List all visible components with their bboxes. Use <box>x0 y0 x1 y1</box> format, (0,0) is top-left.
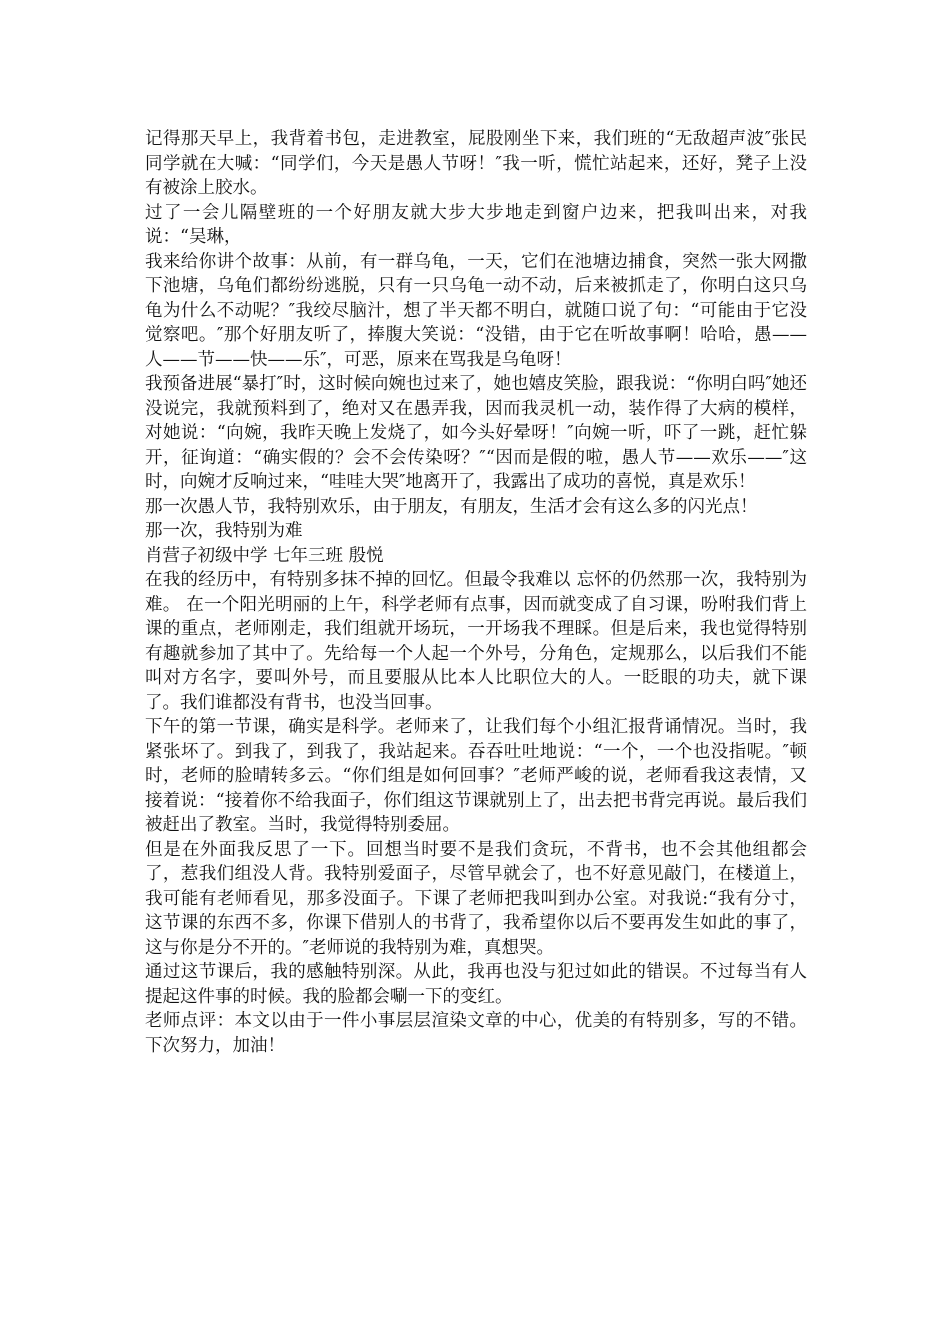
paragraph-reflection: 但是在外面我反思了一下。回想当时要不是我们贪玩，不背书，也不会其他组都会了，惹我们组没人背。我特别爱面子，尽管早就会了，也不好意见敲门，在楼道上，我可能有老师看见，那多没面子。下课了老师把我叫到办公室。对我说:“我有分寸，这节课的东西不多，你课下借别人的书背了，我希望你以后不要再发生如此的事了，这与你是分不开的。″老师说的我特别为难，真想哭。 <box>145 839 807 958</box>
essay-author-line: 肖营子初级中学 七年三班 殷悦 <box>145 545 384 566</box>
document-body <box>145 127 807 1058</box>
paragraph-xiangwan-prank: 我预备进展“暴打″时，这时候向婉也过来了，她也嬉皮笑脸，跟我说：“你明白吗″她还没说完，我就预料到了，绝对又在愚弄我，因而我灵机一动，装作得了大病的模样，对她说：“向婉，我昨天晚上发烧了，如今头好晕呀！″向婉一听，吓了一跳，赶忙躲开，征询道：“确实假的？会不会传染呀？″“因而是假的啦，愚人节——欢乐——″这时，向婉才反响过来，“哇哇大哭″地离开了，我露出了成功的喜悦，真是欢乐！ <box>145 374 807 492</box>
paragraph-self-study-class: 在我的经历中，有特别多抹不掉的回忆。但最令我难以 忘怀的仍然那一次，我特别为难。 在一个阳光明丽的上午，科学老师有点事，因而就变成了自习课，吩咐我们背上课的重点，老师刚走，我们组就开场玩，一开场我不理睬。但是后来，我也觉得特别有趣就参加了其中了。先给每一个人起一个外号，分角色，定规那么，以后我们不能叫对方名字，要叫外号，而且要服从比本人比职位大的人。一眨眼的功夫，就下课了。我们谁都没有背书，也没当回事。 <box>145 570 807 713</box>
paragraph-friend-at-window: 过了一会儿隔壁班的一个好朋友就大步大步地走到窗户边来，把我叫出来，对我说：“吴琳， <box>145 202 807 247</box>
paragraph-teacher-comment: 老师点评：本文以由于一件小事层层渲染文章的中心，优美的有特别多，写的不错。下次努力，加油！ <box>145 1011 807 1056</box>
paragraph-happy-conclusion: 那一次愚人节，我特别欢乐，由于朋友，有朋友，生活才会有这么多的闪光点！ <box>145 496 758 517</box>
paragraph-lesson-learned: 通过这节课后，我的感触特别深。从此，我再也没与犯过如此的错误。不过每当有人提起这件事的时候。我的脸都会唰一下的变红。 <box>145 962 807 1007</box>
paragraph-turtle-story: 我来给你讲个故事：从前，有一群乌龟，一天，它们在池塘边捕食，突然一张大网撒下池塘，乌龟们都纷纷逃脱，只有一只乌龟一动不动，后来被抓走了，你明白这只乌龟为什么不动呢？″我绞尽脑汁，想了半天都不明白，就随口说了句：“可能由于它没觉察吧。″那个好朋友听了，捧腹大笑说：“没错，由于它在听故事啊！哈哈，愚——人——节——快——乐″，可恶，原来在骂我是乌龟呀！ <box>145 251 807 370</box>
paragraph-april-fools-morning: 记得那天早上，我背着书包，走进教室，屁股刚坐下来，我们班的“无敌超声波″张民同学就在大喊：“同学们，今天是愚人节呀！″我一听，慌忙站起来，还好，凳子上没有被涂上胶水。 <box>145 129 807 198</box>
paragraph-afternoon-science: 下午的第一节课，确实是科学。老师来了，让我们每个小组汇报背诵情况。当时，我紧张坏了。到我了，到我了，我站起来。吞吞吐吐地说：“一个，一个也没指呢。″顿时，老师的脸晴转多云。“你们组是如何回事？″老师严峻的说，老师看我这表情，又接着说：“接着你不给我面子，你们组这节课就别上了，出去把书背完再说。最后我们被赶出了教室。当时，我觉得特别委屈。 <box>145 717 807 835</box>
essay-title: 那一次，我特别为难 <box>145 521 303 541</box>
